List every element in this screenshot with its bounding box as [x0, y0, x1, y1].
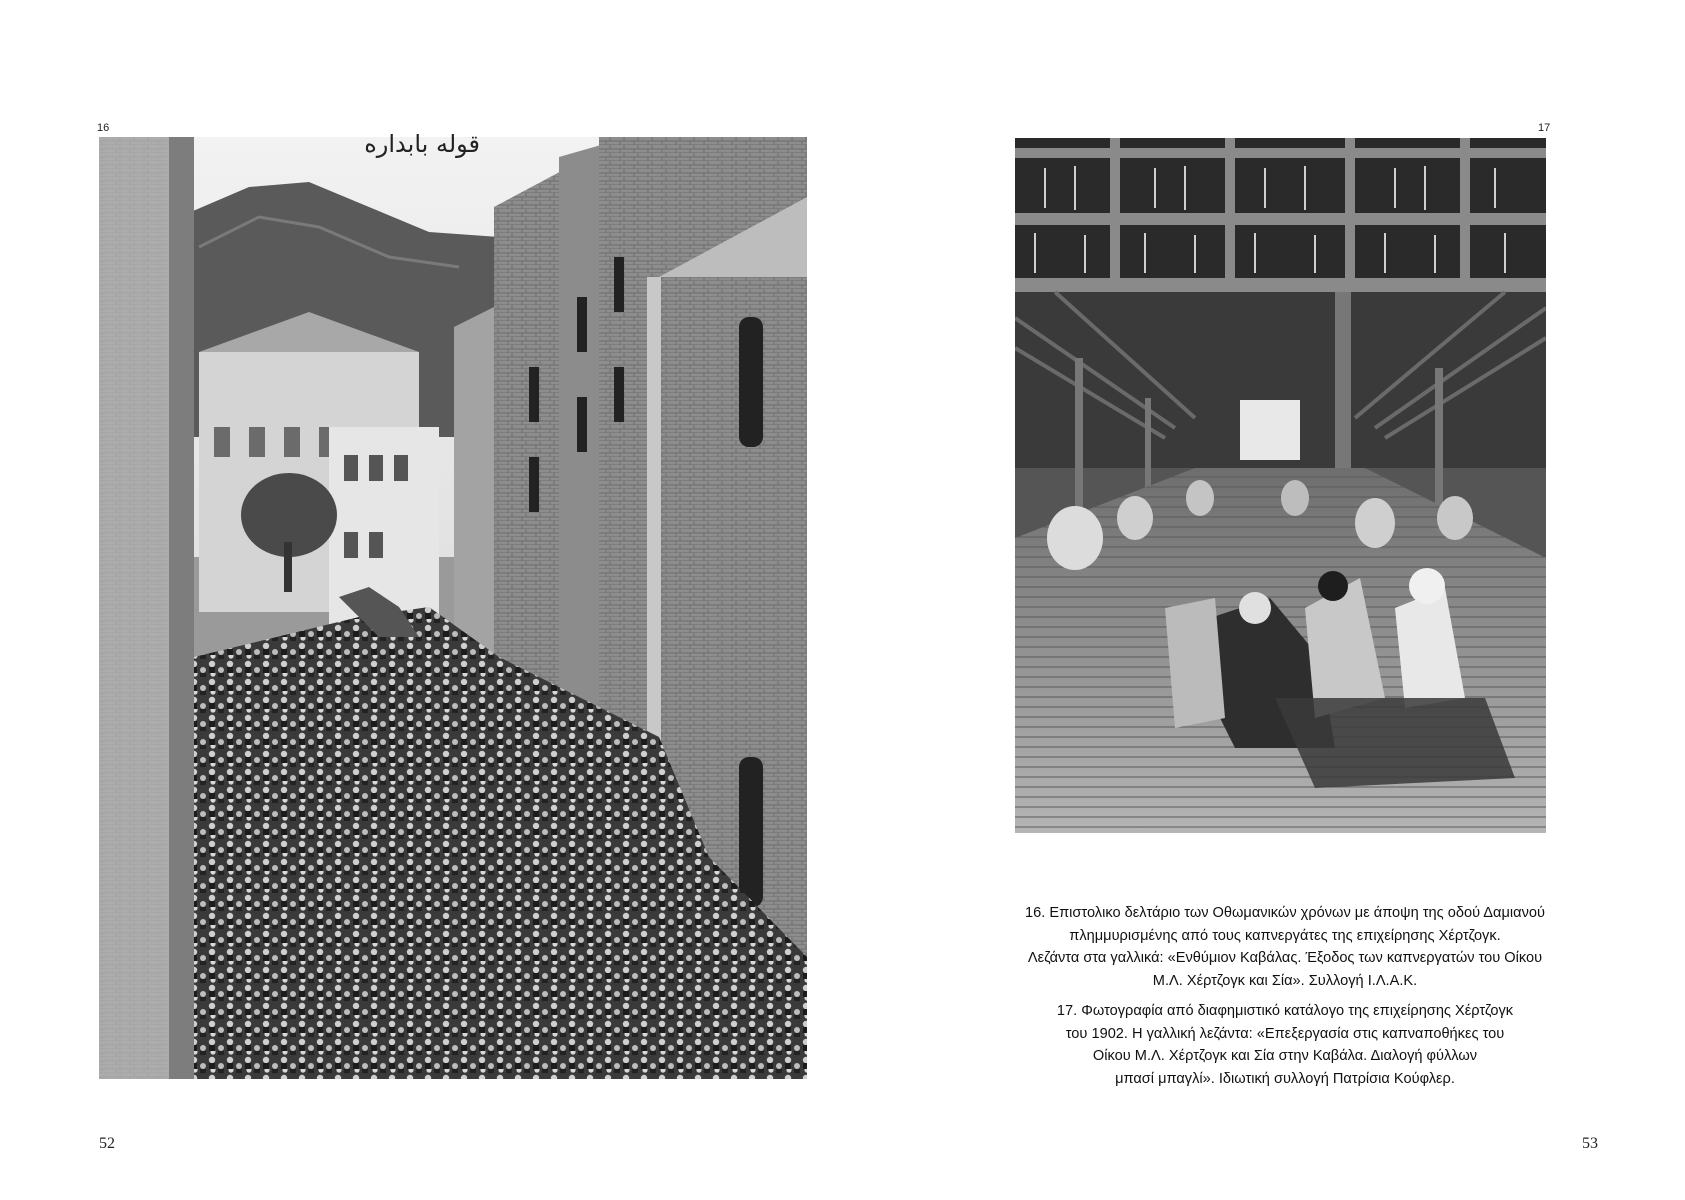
figure-captions: [985, 902, 1585, 1098]
caption-16-line-2: πλημμυρισμένης από τους καπνεργάτες της επιχείρησης Χέρτζογκ.: [1069, 927, 1501, 944]
photo-street-crowd: [99, 137, 807, 1079]
handwriting-script: [235, 124, 485, 164]
caption-17-line-2: του 1902. Η γαλλική λεζάντα: «Επεξεργασία στις καπναποθήκες του: [1065, 1025, 1505, 1042]
caption-16-line-4: Μ.Λ. Χέρτζογκ και Σία». Συλλογή Ι.Λ.Α.Κ.: [1152, 972, 1418, 989]
caption-16-line-1: 16. Επιστολικο δελτάριο των Οθωμανικών χρόνων με άποψη της οδού Δαμιανού: [1025, 905, 1545, 921]
caption-17-line-1: 17. Φωτογραφία από διαφημιστικό κατάλογο της επιχείρησης Χέρτζογκ: [1056, 1003, 1514, 1019]
street-scene-drawing: [99, 137, 807, 1079]
page-number-52: 52: [99, 1135, 115, 1152]
caption-16: [985, 902, 1585, 992]
caption-17: [985, 1000, 1585, 1090]
svg-text:قوله بابداره: قوله بابداره: [364, 130, 480, 158]
page-number-53: 53: [1582, 1135, 1598, 1152]
figure-number-17: 17: [1538, 122, 1551, 134]
figure-number-16: 16: [97, 122, 110, 134]
photo-tobacco-workshop: [1015, 138, 1546, 833]
left-page: [0, 0, 842, 1200]
caption-16-line-3: Λεζάντα στα γαλλικά: «Ενθύμιον Καβάλας. Έξοδος των καπνεργατών του Οίκου: [1027, 950, 1543, 966]
workshop-scene-drawing: [1015, 138, 1546, 833]
caption-17-line-4: μπασί μπαγλί». Ιδιωτική συλλογή Πατρίσια Κούφλερ.: [1115, 1070, 1455, 1087]
caption-17-line-3: Οίκου Μ.Λ. Χέρτζογκ και Σία στην Καβάλα. Διαλογή φύλλων: [1092, 1048, 1478, 1064]
right-page: [843, 0, 1685, 1200]
